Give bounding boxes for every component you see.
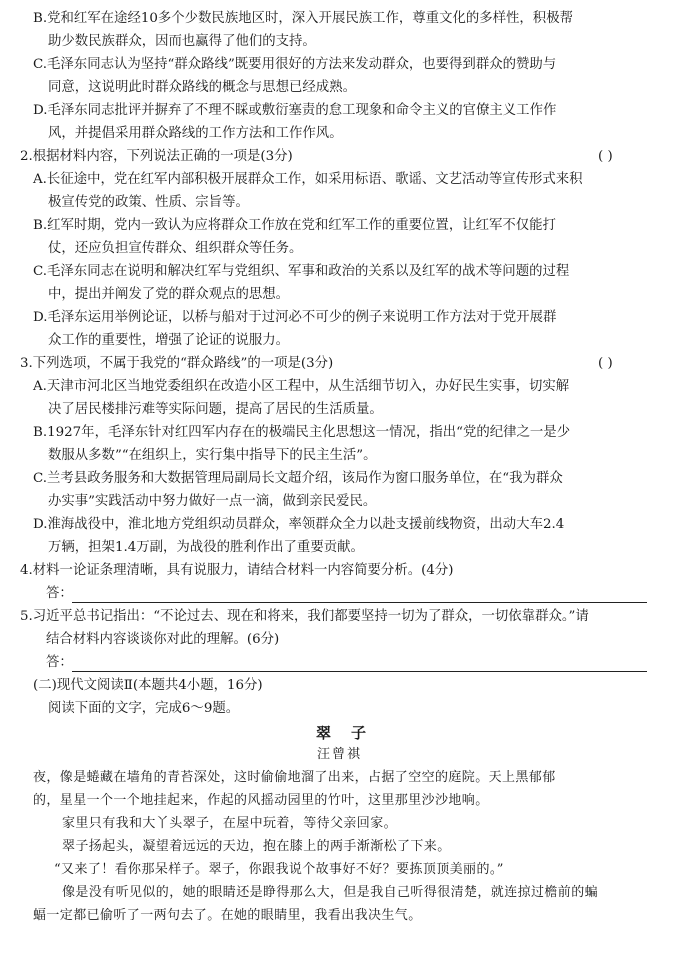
- q3-answer-paren: ( ): [598, 356, 613, 371]
- q4-answer-line[interactable]: [72, 602, 647, 603]
- q2-option-c-line2: 中，提出并阐发了党的群众观点的思想。: [48, 287, 290, 302]
- q2-option-c-line1: C.毛泽东同志在说明和解决红军与党组织、军事和政治的关系以及红军的战术等问题的过程: [33, 264, 570, 279]
- q3-option-b-line2: 数服从多数”“在组织上，实行集中指导下的民主生活”。: [48, 448, 377, 463]
- q4-answer-label: 答：: [46, 586, 73, 601]
- q1-option-d-line2: 风，并提倡采用群众路线的工作方法和工作作风。: [48, 126, 343, 141]
- story-p5-line1: 像是没有听见似的，她的眼睛还是睁得那么大，但是我自己听得很清楚，就连掠过檐前的蝙: [62, 885, 599, 900]
- q1-option-b-line1: B.党和红军在途经10多个少数民族地区时，深入开展民族工作，尊重文化的多样性，积极帮: [33, 11, 573, 26]
- section-heading: (二)现代文阅读Ⅱ(本题共4小题，16分): [33, 678, 263, 693]
- q3-option-a-line1: A.天津市河北区当地党委组织在改造小区工程中，从生活细节切入，办好民生实事，切实解: [33, 379, 570, 394]
- q3-option-b-line1: B.1927年，毛泽东针对红四军内存在的极端民主化思想这一情况，指出“党的纪律之一是少: [33, 425, 571, 440]
- q3-option-c-line1: C.兰考县政务服务和大数据管理局副局长文超介绍，该局作为窗口服务单位，在“我为群众: [33, 471, 563, 486]
- q5-stem-line2: 结合材料内容谈谈你对此的理解。(6分): [46, 632, 280, 647]
- q2-option-a-line2: 极宣传党的政策、性质、宗旨等。: [48, 195, 249, 210]
- q4-stem: 4.材料一论证条理清晰，具有说服力，请结合材料一内容简要分析。(4分): [20, 563, 454, 578]
- q3-option-a-line2: 决了居民楼排污难等实际问题，提高了居民的生活质量。: [48, 402, 383, 417]
- q2-stem: 2.根据材料内容，下列说法正确的一项是(3分): [20, 149, 293, 164]
- story-author: 汪曾祺: [317, 747, 363, 762]
- q3-option-c-line2: 办实事”实践活动中努力做好一点一滴，做到亲民爱民。: [48, 494, 377, 509]
- story-p3: 翠子扬起头，凝望着远远的天边，抱在膝上的两手渐渐松了下来。: [62, 839, 451, 854]
- section-instruction: 阅读下面的文字，完成6～9题。: [48, 701, 240, 716]
- q1-option-c-line1: C.毛泽东同志认为坚持“群众路线”既要用很好的方法来发动群众，也要得到群众的赞助与: [33, 57, 557, 72]
- q3-stem: 3.下列选项，不属于我党的“群众路线”的一项是(3分): [20, 356, 334, 371]
- q5-answer-line[interactable]: [72, 671, 647, 672]
- story-p4: “又来了！看你那呆样子。翠子，你跟我说个故事好不好？要拣顶顶美丽的。”: [54, 862, 504, 877]
- story-p5-line2: 蝠一定都已偷听了一两句去了。在她的眼睛里，我看出我决生气。: [33, 908, 422, 923]
- q3-option-d-line2: 万辆，担架1.4万副，为战役的胜利作出了重要贡献。: [48, 540, 364, 555]
- story-title: 翠子: [316, 724, 387, 742]
- q2-answer-paren: ( ): [598, 149, 613, 164]
- q2-option-b-line1: B.红军时期，党内一致认为应将群众工作放在党和红军工作的重要位置，让红军不仅能打: [33, 218, 556, 233]
- q2-option-a-line1: A.长征途中，党在红军内部积极开展群众工作，如采用标语、歌谣、文艺活动等宣传形式来积: [33, 172, 583, 187]
- story-p2: 家里只有我和大丫头翠子，在屋中玩着，等待父亲回家。: [62, 816, 398, 831]
- q2-option-b-line2: 仗，还应负担宣传群众、组织群众等任务。: [48, 241, 303, 256]
- q1-option-c-line2: 同意，这说明此时群众路线的概念与思想已经成熟。: [48, 80, 356, 95]
- q1-option-d-line1: D.毛泽东同志批评并摒弃了不理不睬或敷衍塞责的怠工现象和命令主义的官僚主义工作作: [33, 103, 557, 118]
- q1-option-b-line2: 助少数民族群众，因而也赢得了他们的支持。: [48, 34, 316, 49]
- q5-stem-line1: 5.习近平总书记指出：“不论过去、现在和将来，我们都要坚持一切为了群众，一切依靠群众。”请: [20, 609, 589, 624]
- q3-option-d-line1: D.淮海战役中，淮北地方党组织动员群众，率领群众全力以赴支援前线物资，出动大车2.4: [33, 517, 565, 532]
- q5-answer-label: 答：: [46, 655, 73, 670]
- q2-option-d-line2: 众工作的重要性，增强了论证的说服力。: [48, 333, 290, 348]
- q2-option-d-line1: D.毛泽东运用举例论证，以桥与船对于过河必不可少的例子来说明工作方法对于党开展群: [33, 310, 557, 325]
- story-p1-line1: 夜，像是蜷藏在墙角的青苔深处，这时偷偷地溜了出来，占据了空空的庭院。天上黑郁郁: [33, 770, 556, 785]
- story-p1-line2: 的，星星一个一个地挂起来，作起的风摇动园里的竹叶，这里那里沙沙地响。: [33, 793, 489, 808]
